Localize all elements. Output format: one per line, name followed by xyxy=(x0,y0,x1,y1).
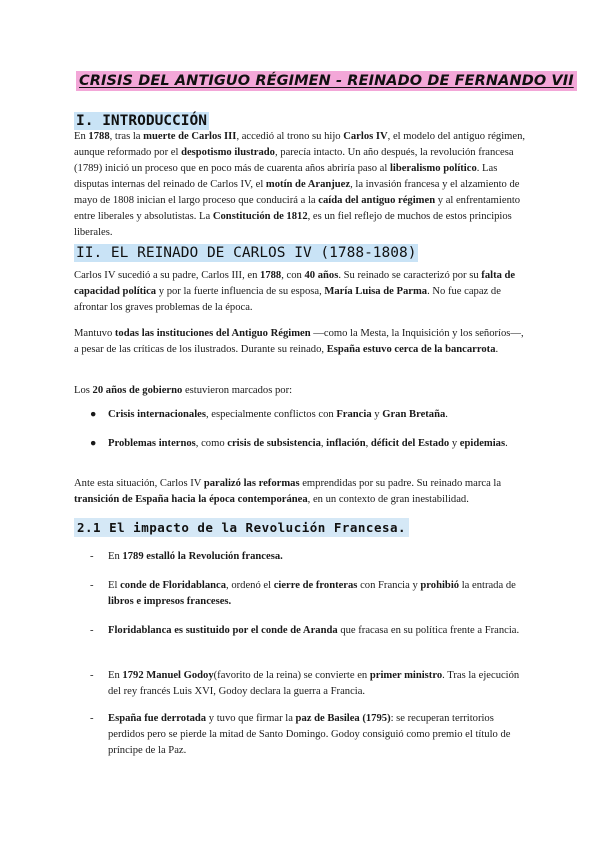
dash-list-text xyxy=(108,549,530,565)
dash-marker: - xyxy=(90,713,94,724)
subsection-heading-revolucion-text: 2.1 El impacto de la Revolución Francesa. xyxy=(74,518,409,537)
text-run: y xyxy=(371,409,383,420)
carlos-paragraph-1 xyxy=(74,268,529,316)
bold-text-run: 20 años de gobierno xyxy=(92,385,183,396)
bold-text-run: primer ministro xyxy=(369,670,443,681)
dash-list-text xyxy=(108,668,530,700)
text-run: emprendidas por su padre. Su reinado marca la xyxy=(299,478,502,489)
section-heading-carlos-iv xyxy=(74,245,418,261)
bold-text-run: 1788 xyxy=(260,270,282,281)
dash-marker: - xyxy=(90,670,94,681)
text-run: (favorito de la reina) se convierte en xyxy=(213,670,370,681)
bold-text-run: despotismo ilustrado xyxy=(181,147,275,158)
text-run: . xyxy=(505,438,508,449)
bold-text-run: 40 años xyxy=(304,270,339,281)
text-run: y por la fuerte influencia de su esposa, xyxy=(156,286,325,297)
bold-text-run: paralizó las reformas xyxy=(203,478,300,489)
text-run: , la invasión francesa y el alzamiento de mayo de 1808 inician el largo proceso que conducirá a la xyxy=(74,179,520,206)
bold-text-run: prohibió xyxy=(420,580,460,591)
text-run: y xyxy=(449,438,460,449)
section-heading-introduccion-text: I. INTRODUCCIÓN xyxy=(76,113,207,129)
document-title xyxy=(76,73,574,95)
text-run: En xyxy=(108,551,123,562)
bold-text-run: 1788 xyxy=(88,131,110,142)
text-run: y tuvo que firmar la xyxy=(206,713,296,724)
subsection-heading-revolucion xyxy=(74,520,409,535)
text-run: , ordenó el xyxy=(226,580,274,591)
bold-text-run: inflación xyxy=(326,438,366,449)
text-run: , como xyxy=(195,438,228,449)
bold-text-run: conde de Floridablanca xyxy=(120,580,227,591)
text-run: , xyxy=(320,438,327,449)
text-run: Carlos IV sucedió a su padre, Carlos III, en xyxy=(74,270,261,281)
bold-text-run: 1792 Manuel Godoy xyxy=(122,670,214,681)
text-run: que fracasa en su política frente a Francia. xyxy=(337,625,520,636)
dash-marker: - xyxy=(90,551,94,562)
bold-text-run: transición de España hacia la época contemporánea xyxy=(74,494,308,505)
text-run: la entrada de xyxy=(459,580,516,591)
text-run: En xyxy=(74,131,89,142)
text-run: —como la Mesta, la Inquisición y los señoríos—, a pesar de las críticas de los ilustrados. Durante su reinado, xyxy=(74,328,524,355)
bullet-text xyxy=(108,436,533,452)
carlos-paragraph-2 xyxy=(74,326,529,358)
text-run: Mantuvo xyxy=(74,328,115,339)
text-run: Los xyxy=(74,385,93,396)
bold-text-run: liberalismo político xyxy=(389,163,477,174)
section-heading-carlos-iv-text: II. EL REINADO DE CARLOS IV (1788-1808) xyxy=(76,245,417,261)
bold-text-run: Gran Bretaña xyxy=(382,409,446,420)
dash-marker: - xyxy=(90,580,94,591)
text-run: , tras la xyxy=(109,131,144,142)
text-run: . Las disputas internas del reinado de Carlos IV, el xyxy=(74,163,498,190)
text-run: Ante esta situación, Carlos IV xyxy=(74,478,204,489)
dash-marker: - xyxy=(90,625,94,636)
text-run: En xyxy=(108,670,123,681)
text-run: , con xyxy=(281,270,305,281)
bold-text-run: Constitución de 1812 xyxy=(212,211,308,222)
text-run: , especialmente conflictos con xyxy=(206,409,337,420)
bold-text-run: crisis de subsistencia xyxy=(227,438,321,449)
text-run: , es un fiel reflejo de muchos de estos principios liberales. xyxy=(74,211,512,238)
text-run: , parecía intacto. Un año después, la revolución francesa (1789) inició un proceso que en poco más de cuarenta años abriría paso al xyxy=(74,147,514,174)
text-run: . xyxy=(445,409,448,420)
bullet-marker: ● xyxy=(90,409,97,420)
text-run: , en un contexto de gran inestabilidad. xyxy=(307,494,469,505)
bold-text-run: Francia xyxy=(336,409,372,420)
bold-text-run: María Luisa de Parma xyxy=(324,286,428,297)
bold-text-run: muerte de Carlos III xyxy=(143,131,237,142)
section-heading-introduccion xyxy=(74,113,209,129)
text-run: , accedió al trono su hijo xyxy=(236,131,344,142)
bold-text-run: todas las instituciones del Antiguo Régimen xyxy=(114,328,311,339)
text-run: , xyxy=(365,438,371,449)
text-run: . No fue capaz de afrontar los graves problemas de la época. xyxy=(74,286,501,313)
bold-text-run: paz de Basilea (1795) xyxy=(295,713,391,724)
dash-list-text xyxy=(108,578,530,610)
document-title-text: CRISIS DEL ANTIGUO RÉGIMEN - REINADO DE FERNANDO VII xyxy=(76,71,577,91)
text-run: : se recuperan territorios perdidos pero se pierde la mitad de Santo Domingo. Godoy consiguió como premio el título de príncipe de la Paz. xyxy=(108,713,511,756)
text-run: El xyxy=(108,580,121,591)
bold-text-run: Carlos IV xyxy=(343,131,388,142)
bold-text-run: cierre de fronteras xyxy=(273,580,358,591)
text-run: estuvieron marcados por: xyxy=(182,385,293,396)
bold-text-run: España fue derrotada xyxy=(108,713,207,724)
bullet-text xyxy=(108,407,533,423)
dash-list-text xyxy=(108,623,530,639)
dash-list-text xyxy=(108,711,530,759)
bold-text-run: déficit del Estado xyxy=(370,438,450,449)
text-run: . xyxy=(495,344,499,355)
bold-text-run: España estuvo cerca de la bancarrota xyxy=(326,344,496,355)
text-run: . Tras la ejecución del rey francés Luis XVI, Godoy declara la guerra a Francia. xyxy=(108,670,520,697)
carlos-paragraph-3 xyxy=(74,383,529,399)
text-run: , el modelo del antiguo régimen, aunque reformado por el xyxy=(74,131,526,158)
bold-text-run: Problemas internos xyxy=(108,438,196,449)
intro-paragraph xyxy=(74,129,529,241)
bold-text-run: Crisis internacionales xyxy=(108,409,206,420)
text-run: y al enfrentamiento entre liberales y absolutistas. La xyxy=(74,195,521,222)
bold-text-run: falta de capacidad política xyxy=(74,270,516,297)
text-run: . Su reinado se caracterizó por su xyxy=(338,270,482,281)
bullet-marker: ● xyxy=(90,438,97,449)
carlos-paragraph-4 xyxy=(74,476,529,508)
bold-text-run: Floridablanca es sustituido por el conde de Aranda xyxy=(108,625,338,636)
bold-text-run: epidemias xyxy=(459,438,506,449)
bold-text-run: caída del antiguo régimen xyxy=(318,195,436,206)
bold-text-run: 1789 estalló la Revolución francesa. xyxy=(122,551,283,562)
bold-text-run: motín de Aranjuez xyxy=(265,179,351,190)
text-run: con Francia y xyxy=(357,580,421,591)
bold-text-run: libros e impresos franceses. xyxy=(108,596,232,607)
